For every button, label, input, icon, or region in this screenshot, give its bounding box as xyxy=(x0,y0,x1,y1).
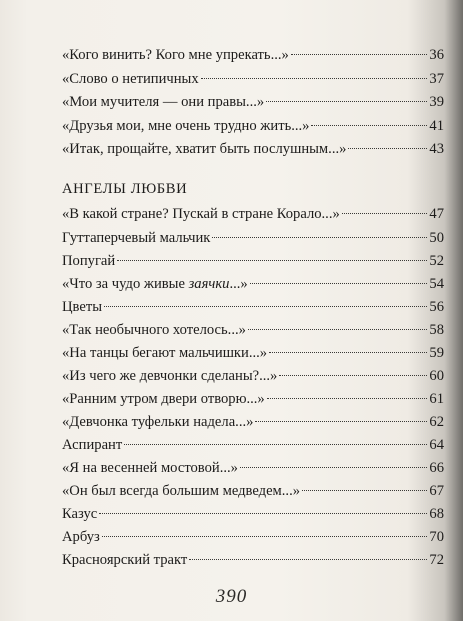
entry-title: Гуттаперчевый мальчик xyxy=(62,230,211,246)
dot-leader xyxy=(291,54,428,55)
entry-title: Аспирант xyxy=(62,437,123,453)
toc-entry xyxy=(62,459,444,477)
dot-leader xyxy=(124,444,427,445)
entry-page: 36 xyxy=(429,47,444,63)
entry-title-suffix: ...» xyxy=(229,276,248,292)
dot-leader xyxy=(248,329,427,330)
dot-leader xyxy=(189,559,427,560)
entry-page: 67 xyxy=(429,483,444,499)
entry-title-italic: заячки xyxy=(188,276,230,292)
entry-page: 37 xyxy=(429,71,444,87)
page-number: 390 xyxy=(215,586,248,607)
entry-title: Красноярский тракт xyxy=(62,552,188,568)
dot-leader xyxy=(269,352,427,353)
toc-entry xyxy=(62,298,444,316)
dot-leader xyxy=(201,78,428,79)
entry-title: «Кого винить? Кого мне упрекать...» xyxy=(62,47,289,63)
dot-leader xyxy=(266,101,427,102)
toc-entry xyxy=(62,321,444,339)
entry-page: 68 xyxy=(429,506,444,522)
entry-page: 43 xyxy=(429,141,444,157)
entry-page: 60 xyxy=(429,368,444,384)
entry-title: «Мои мучителя — они правы...» xyxy=(62,94,265,110)
dot-leader xyxy=(99,513,427,514)
entry-title: «Я на весенней мостовой...» xyxy=(62,460,238,476)
toc-entry xyxy=(62,528,444,546)
dot-leader xyxy=(255,421,427,422)
toc-entry xyxy=(62,505,444,523)
dot-leader xyxy=(240,467,427,468)
dot-leader xyxy=(279,375,427,376)
toc-entry xyxy=(62,46,444,64)
toc-entry xyxy=(62,275,444,293)
entry-page: 61 xyxy=(429,391,444,407)
dot-leader xyxy=(104,306,427,307)
entry-title-prefix: «Что за чудо живые xyxy=(62,276,189,292)
dot-leader xyxy=(302,490,427,491)
entry-title: Арбуз xyxy=(62,529,100,545)
toc-entry xyxy=(62,229,444,247)
toc-entry xyxy=(62,252,444,270)
entry-page: 54 xyxy=(429,276,444,292)
entry-title: «Так необычного хотелось...» xyxy=(62,322,246,338)
entry-title: «Слово о нетипичных xyxy=(62,71,199,87)
entry-page: 70 xyxy=(429,529,444,545)
entry-title: Казус xyxy=(62,506,98,522)
dot-leader xyxy=(212,237,427,238)
dot-leader xyxy=(117,260,427,261)
entry-page: 64 xyxy=(429,437,444,453)
toc-entry xyxy=(62,367,444,385)
entry-title: «Ранним утром двери отворю...» xyxy=(62,391,265,407)
entry-title: «Из чего же девчонки сделаны?...» xyxy=(62,368,278,384)
entry-page: 66 xyxy=(429,460,444,476)
dot-leader xyxy=(102,536,428,537)
dot-leader xyxy=(342,213,428,214)
entry-page: 52 xyxy=(429,253,444,269)
entry-page: 41 xyxy=(429,118,444,134)
entry-page: 72 xyxy=(429,552,444,568)
toc-entry xyxy=(62,413,444,431)
entry-page: 62 xyxy=(429,414,444,430)
dot-leader xyxy=(311,125,427,126)
entry-page: 58 xyxy=(429,322,444,338)
entry-page: 50 xyxy=(429,230,444,246)
entry-title: «Итак, прощайте, хватит быть послушным...» xyxy=(62,141,347,157)
toc-entry xyxy=(62,482,444,500)
entry-title: «На танцы бегают мальчишки...» xyxy=(62,345,268,361)
entry-title: «Девчонка туфельки надела...» xyxy=(62,414,254,430)
section-title: АНГЕЛЫ ЛЮБВИ xyxy=(62,181,188,197)
toc-entry xyxy=(62,436,444,454)
dot-leader xyxy=(348,148,427,149)
entry-page: 56 xyxy=(429,299,444,315)
entry-title: Цветы xyxy=(62,299,103,315)
toc-entry xyxy=(62,70,444,88)
entry-title: «Друзья мои, мне очень трудно жить...» xyxy=(62,118,310,134)
toc-entry xyxy=(62,140,444,158)
entry-title: «В какой стране? Пускай в стране Корало...» xyxy=(62,206,340,222)
entry-page: 59 xyxy=(429,345,444,361)
toc-entry xyxy=(62,344,444,362)
toc-entry xyxy=(62,205,444,223)
entry-title: Попугай xyxy=(62,253,116,269)
dot-leader xyxy=(267,398,428,399)
toc-entry xyxy=(62,551,444,569)
entry-title xyxy=(62,275,248,293)
toc-entry xyxy=(62,117,444,135)
dot-leader xyxy=(250,283,428,284)
toc-entry xyxy=(62,390,444,408)
entry-page: 47 xyxy=(429,206,444,222)
entry-page: 39 xyxy=(429,94,444,110)
entry-title: «Он был всегда большим медведем...» xyxy=(62,483,301,499)
toc-entry xyxy=(62,93,444,111)
